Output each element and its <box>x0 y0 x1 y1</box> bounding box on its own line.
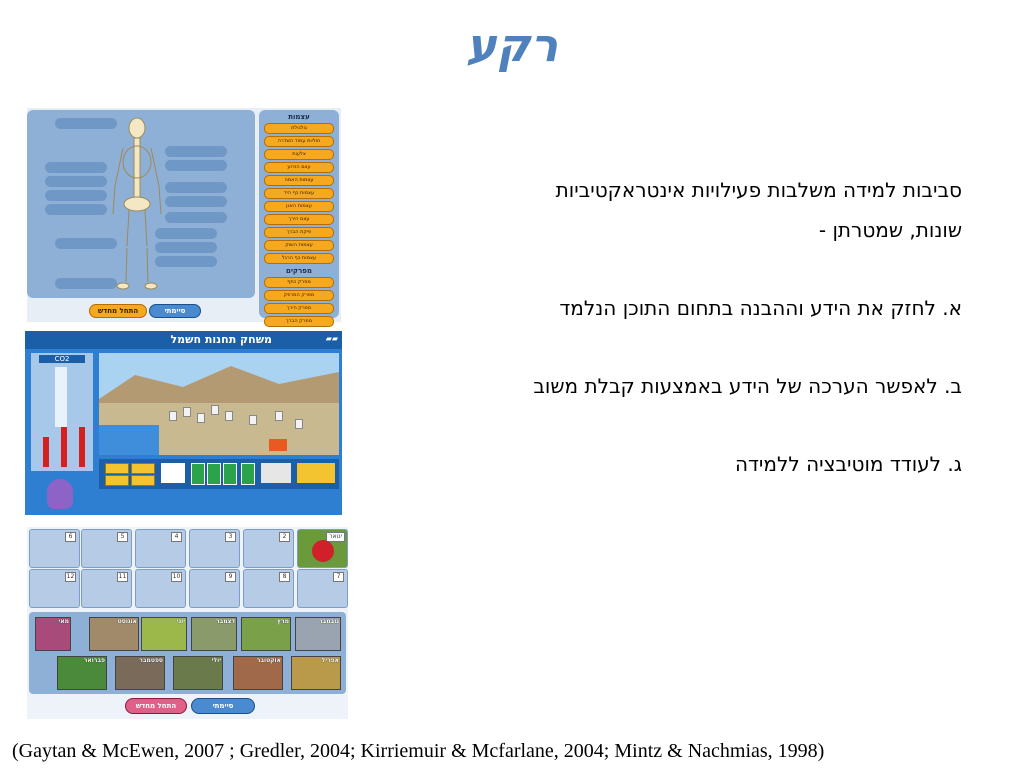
flower-image <box>312 540 334 562</box>
drop-slot[interactable] <box>297 569 348 608</box>
tile-label: אוגוסט <box>117 618 137 625</box>
slot-number: 4 <box>171 532 182 542</box>
building <box>197 413 205 423</box>
drop-slot[interactable] <box>243 529 294 568</box>
tile-label: יולי <box>211 657 221 664</box>
drop-slot[interactable] <box>243 569 294 608</box>
joint-pill[interactable]: מפרק כתף <box>264 277 334 288</box>
power-plant <box>269 439 287 451</box>
slot-number: 3 <box>225 532 236 542</box>
tile-label: דצמבר <box>215 618 235 625</box>
skeleton-game-screenshot <box>27 108 341 322</box>
building <box>211 405 219 415</box>
bone-pill[interactable]: עצמות האגן <box>264 201 334 212</box>
meter-bar <box>61 427 67 467</box>
month-tile[interactable] <box>191 617 237 651</box>
building <box>169 411 177 421</box>
month-tile[interactable] <box>35 617 71 651</box>
bone-pill[interactable]: עצם הזרוע <box>264 162 334 173</box>
monster-mascot-icon <box>47 479 73 509</box>
bone-pill[interactable]: חוליות עמוד השדרה <box>264 136 334 147</box>
building <box>295 419 303 429</box>
month-tiles-tray <box>29 612 346 694</box>
bone-pill[interactable]: פיקת הברך <box>264 227 334 238</box>
water <box>99 425 159 455</box>
emissions-panel <box>31 353 93 471</box>
bones-word-bank <box>259 110 339 324</box>
bone-pill[interactable]: עצמות כף הרגל <box>264 253 334 264</box>
bone-pill[interactable]: צלעות <box>264 149 334 160</box>
sun-icon <box>161 463 185 483</box>
label-slot <box>45 162 107 173</box>
control-button[interactable] <box>131 475 155 486</box>
logo-icon: ▰▰ <box>325 334 338 343</box>
bone-pill[interactable]: עצמות כף היד <box>264 188 334 199</box>
slot-number: 9 <box>225 572 236 582</box>
co2-label: CO2 <box>39 355 85 363</box>
tile-label: פברואר <box>83 657 105 664</box>
building <box>275 411 283 421</box>
label-slot <box>55 118 117 129</box>
month-label: ינואר <box>326 532 345 542</box>
slot-filled <box>297 529 348 568</box>
drop-slot[interactable] <box>135 529 186 568</box>
label-slot <box>165 196 227 207</box>
slot-number: 6 <box>65 532 76 542</box>
slot-number: 2 <box>279 532 290 542</box>
slot-number: 12 <box>66 573 75 580</box>
tile-label: ספטמבר <box>139 657 163 664</box>
meter-bar <box>43 437 49 467</box>
co2-meter <box>55 367 67 427</box>
label-slot <box>165 146 227 157</box>
slot-number: 7 <box>333 572 344 582</box>
references: (Gaytan & McEwen, 2007 ; Gredler, 2004; Kirriemuir & Mcfarlane, 2004; Mintz & Nachmias, 1998) <box>12 740 825 762</box>
label-slot <box>55 278 117 289</box>
label-slot <box>45 190 107 201</box>
done-button[interactable]: סיימתי <box>149 304 201 318</box>
restart-button[interactable]: התחל מחדש <box>89 304 147 318</box>
joints-header: מפרקים <box>286 267 312 275</box>
months-game-screenshot <box>27 527 348 719</box>
restart-button[interactable]: התחל מחדש <box>125 698 187 714</box>
tile-label: אוקטובר <box>256 657 281 664</box>
intro-line-2: שונות, שמטרתן - <box>818 218 962 242</box>
landscape-scene <box>99 353 339 455</box>
label-slot <box>55 238 117 249</box>
bone-pill[interactable]: עצמות השוק <box>264 240 334 251</box>
slider-control[interactable] <box>241 463 255 485</box>
month-tile[interactable] <box>295 617 341 651</box>
label-slot <box>165 212 227 223</box>
bone-pill[interactable]: גולגולת <box>264 123 334 134</box>
intro-line-1: סביבות למידה משלבות פעילויות אינטראקטיביות <box>555 178 962 202</box>
slide-title: רקע <box>465 18 559 72</box>
game-title-bar <box>25 331 342 349</box>
joint-pill[interactable]: מפרק המרפק <box>264 290 334 301</box>
building <box>249 415 257 425</box>
slide-body <box>402 170 962 484</box>
tile-label: יוני <box>176 618 185 625</box>
label-slot <box>165 182 227 193</box>
drop-slot[interactable] <box>29 529 80 568</box>
slider-control[interactable] <box>223 463 237 485</box>
slider-control[interactable] <box>191 463 205 485</box>
control-button[interactable] <box>105 475 129 486</box>
meter-bar <box>79 427 85 467</box>
building <box>183 407 191 417</box>
bones-header: עצמות <box>288 113 310 121</box>
bone-pill[interactable]: עצם הירך <box>264 214 334 225</box>
status-box <box>261 463 291 483</box>
slot-number: 8 <box>279 572 290 582</box>
goal-a: א. לחזק את הידע וההבנה בתחום התוכן הנלמד <box>559 296 962 320</box>
slot-number: 10 <box>172 573 181 580</box>
game-title: משחק תחנות חשמל <box>170 333 272 346</box>
label-slot <box>165 160 227 171</box>
drop-slot[interactable] <box>81 569 132 608</box>
month-tile[interactable] <box>291 656 341 690</box>
skeleton-figure <box>109 116 165 292</box>
tile-label: נובמבר <box>318 618 339 625</box>
label-slot <box>45 176 107 187</box>
building <box>225 411 233 421</box>
slider-control[interactable] <box>207 463 221 485</box>
month-tile[interactable] <box>141 617 187 651</box>
control-button[interactable] <box>105 463 129 474</box>
skeleton-board <box>27 110 255 298</box>
month-tile[interactable] <box>115 656 165 690</box>
goal-b: ב. לאפשר הערכה של הידע באמצעות קבלת משוב <box>533 374 962 398</box>
tile-label: אפריל <box>321 657 339 664</box>
joint-pill[interactable]: מפרק הירך <box>264 303 334 314</box>
month-tile[interactable] <box>233 656 283 690</box>
power-station-game-screenshot <box>25 331 342 515</box>
tile-label: מרץ <box>277 618 289 625</box>
label-slot <box>45 204 107 215</box>
drop-slot[interactable] <box>189 569 240 608</box>
control-button[interactable] <box>131 463 155 474</box>
bone-pill[interactable]: עצמות האמה <box>264 175 334 186</box>
drop-slot[interactable] <box>135 569 186 608</box>
month-tile[interactable] <box>57 656 107 690</box>
drop-slot[interactable] <box>81 529 132 568</box>
month-tile[interactable] <box>89 617 139 651</box>
drop-slot[interactable] <box>189 529 240 568</box>
controls-panel <box>99 459 339 489</box>
lightning-panel <box>297 463 335 483</box>
tile-label: מאי <box>58 618 69 625</box>
slot-number: 5 <box>117 532 128 542</box>
month-tile[interactable] <box>173 656 223 690</box>
slot-number: 11 <box>118 573 127 580</box>
joint-pill[interactable]: מפרק הברך <box>264 316 334 327</box>
done-button[interactable]: סיימתי <box>191 698 255 714</box>
goal-c: ג. לעודד מוטיבציה ללמידה <box>734 452 962 476</box>
month-tile[interactable] <box>241 617 291 651</box>
drop-slot[interactable] <box>29 569 80 608</box>
